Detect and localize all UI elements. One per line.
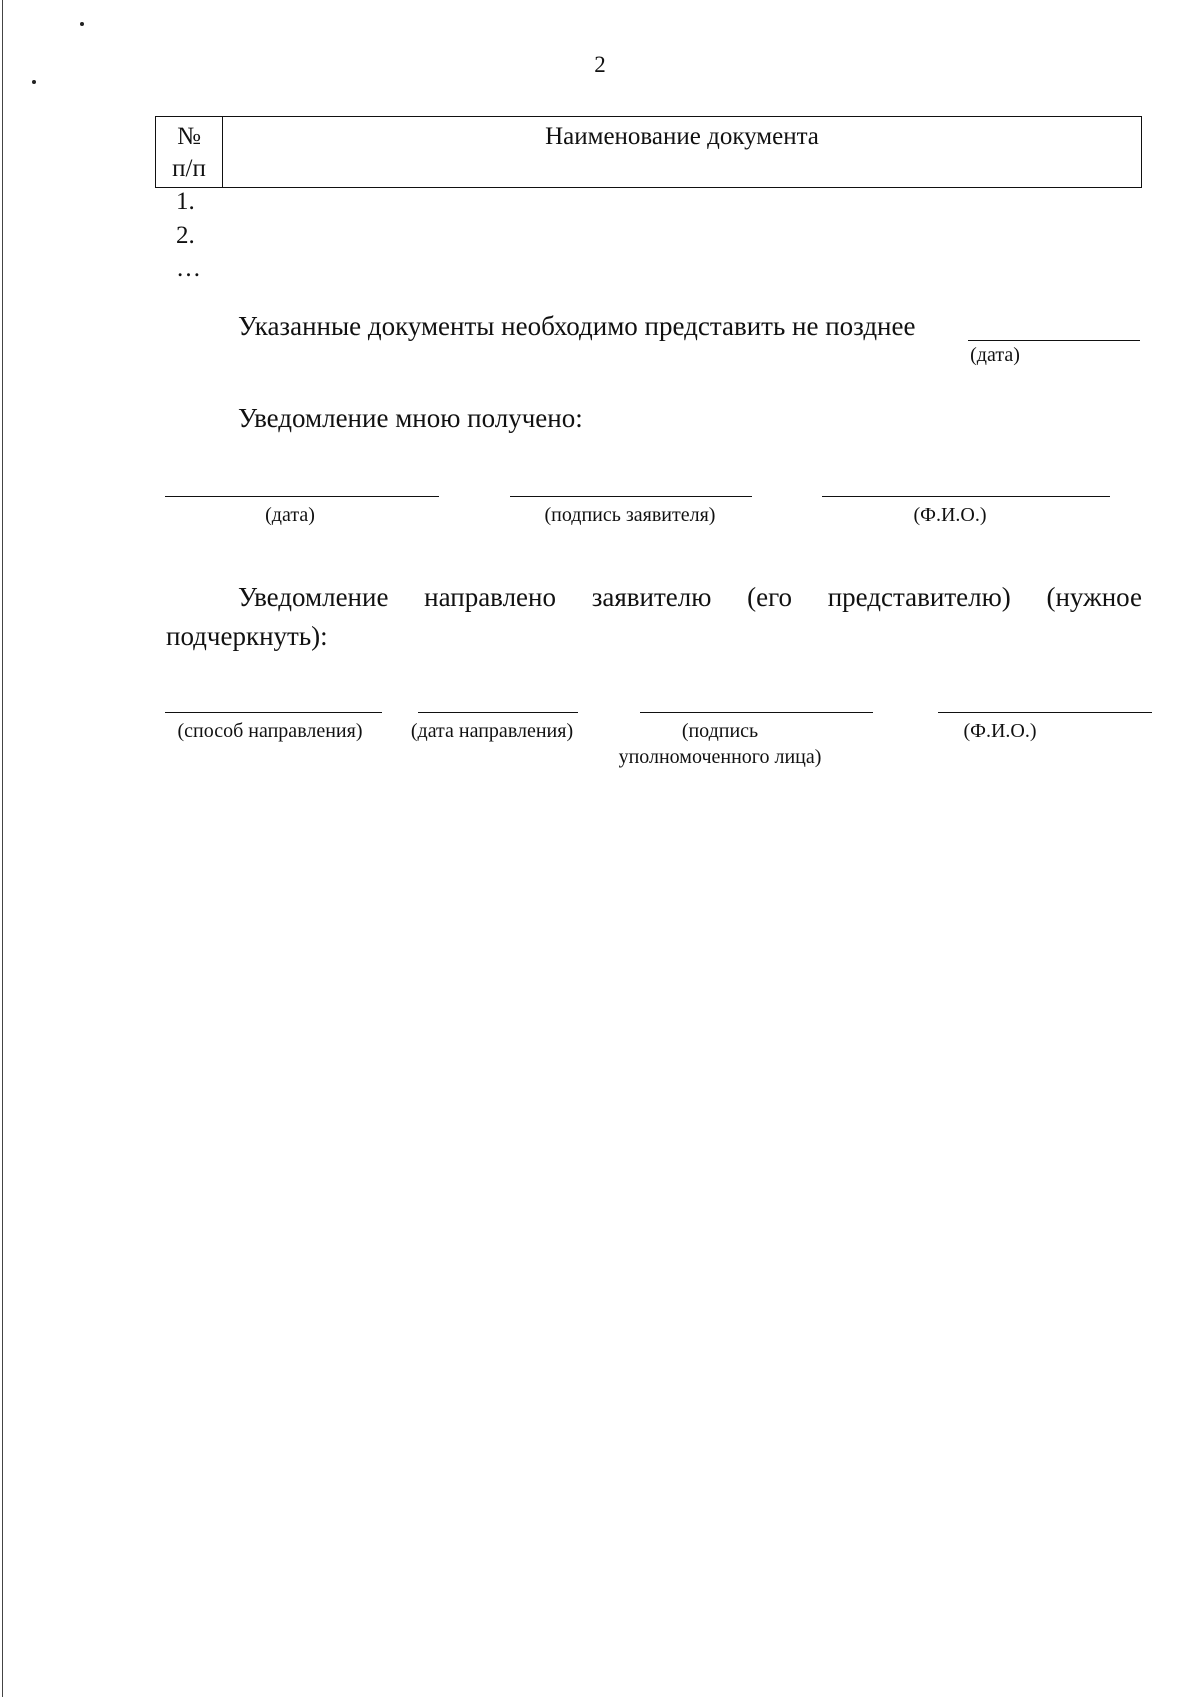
sent-date-line[interactable]	[418, 712, 578, 713]
sent-word: заявителю	[591, 582, 712, 612]
sent-text-line2: подчеркнуть):	[166, 621, 328, 651]
received-date-caption: (дата)	[265, 504, 315, 526]
column-header-number-line1: №	[177, 123, 201, 150]
sent-name-line[interactable]	[938, 712, 1152, 713]
sent-word: представителю)	[827, 582, 1011, 612]
documents-table	[155, 116, 1142, 188]
received-name-caption: (Ф.И.О.)	[913, 504, 987, 526]
received-name-line[interactable]	[822, 496, 1110, 497]
scan-edge	[2, 0, 3, 1697]
column-header-number-line2: п/п	[172, 155, 206, 182]
sent-signature-line[interactable]	[640, 712, 873, 713]
sent-signature-caption-line2: уполномоченного лица)	[618, 746, 822, 768]
received-signature-line[interactable]	[510, 496, 752, 497]
sent-word: (его	[747, 582, 793, 612]
received-date-line[interactable]	[165, 496, 439, 497]
scan-speck	[80, 22, 84, 26]
scan-speck	[32, 80, 36, 84]
sent-word: (нужное	[1046, 582, 1142, 612]
list-item: 1.	[176, 188, 195, 215]
sent-method-line[interactable]	[165, 712, 382, 713]
received-signature-caption: (подпись заявителя)	[544, 504, 716, 526]
list-item: …	[176, 255, 201, 282]
column-header-number	[156, 117, 223, 188]
sent-signature-caption-line1: (подпись	[681, 720, 759, 742]
deadline-date-line[interactable]	[968, 340, 1140, 341]
sent-word: Уведомление	[238, 582, 389, 612]
sent-name-caption: (Ф.И.О.)	[963, 720, 1037, 742]
deadline-text: Указанные документы необходимо представить не позднее	[238, 311, 916, 341]
sent-method-caption: (способ направления)	[177, 720, 363, 742]
list-item: 2.	[176, 222, 195, 249]
deadline-date-caption: (дата)	[970, 344, 1020, 366]
sent-word: направлено	[424, 582, 556, 612]
page-number: 2	[594, 52, 606, 77]
received-text: Уведомление мною получено:	[238, 403, 583, 433]
sent-date-caption: (дата направления)	[410, 720, 574, 742]
sent-text-line1	[238, 582, 1142, 613]
column-header-document-name: Наименование документа	[223, 117, 1142, 188]
